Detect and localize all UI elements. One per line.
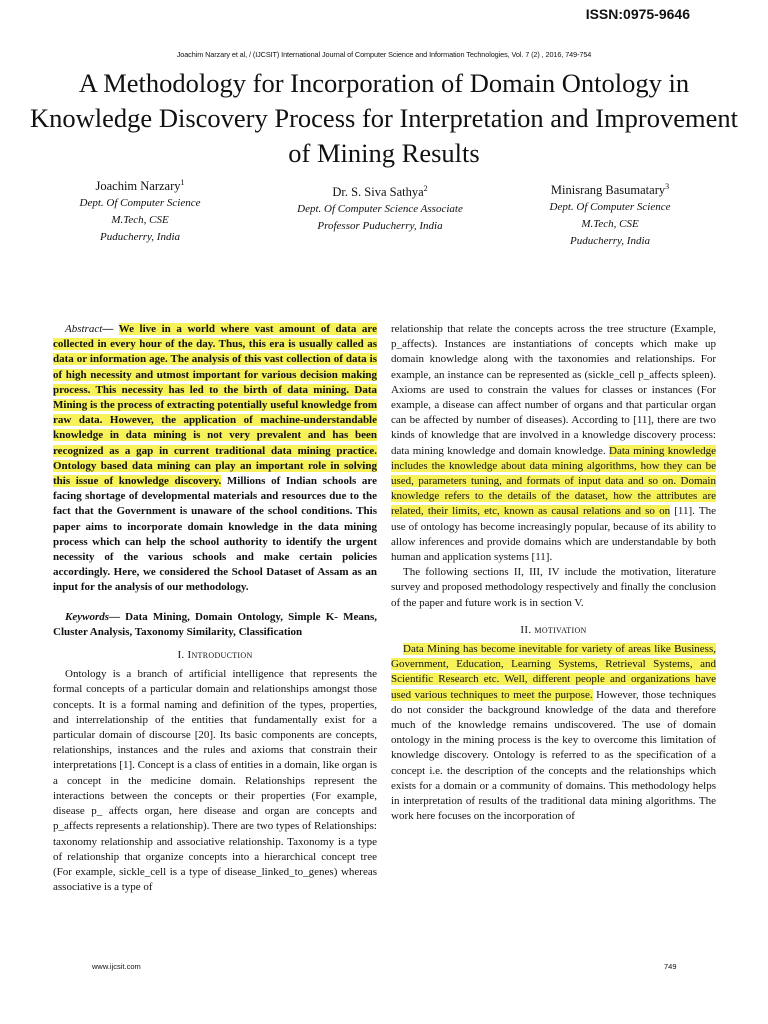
author-affil-line: M.Tech, CSE <box>581 218 639 231</box>
abstract-lead: Abstract <box>65 323 103 335</box>
keywords-lead: Keywords <box>65 610 109 623</box>
author-2 <box>260 180 500 235</box>
author-affil-line: Dept. Of Computer Science <box>79 197 201 210</box>
left-column <box>53 322 377 895</box>
author-affil-line: Professor Puducherry, India <box>317 220 443 233</box>
author-affil-line: Puducherry, India <box>569 235 651 248</box>
author-affil-line: Dept. Of Computer Science <box>549 201 671 214</box>
abstract <box>53 322 377 596</box>
author-affil-line: Puducherry, India <box>99 231 181 244</box>
author-3 <box>510 178 710 250</box>
abstract-highlighted: We live in a world where vast amount of data are collected in every hour of the day. Thus, this era is usually called as data or information age. The analysis of this vast collection of data is of high necessity and utmost important for various decision making process. This necessity has led to the birth of data mining. Data Mining is the process of extracting potentially useful knowledge from raw data. However, the application of machine-understandable knowledge in data mining is not very prevalent and has been recognized as a gap in current traditional data mining practice. Ontology based data mining can play an important role in solving this issue of knowledge discovery. <box>53 323 377 488</box>
keywords <box>53 610 377 640</box>
page-number: 749 <box>664 962 677 971</box>
section-heading-motivation: II. motivation <box>520 623 587 636</box>
author-name: Minisrang Basumatary <box>550 183 666 198</box>
paragraph-text: However, those techniques do not consider the background knowledge of the data and therefore much of the knowledge remains undiscovered. The use of domain ontology in the mining process is the key to overcome this limitation of knowledge discovery. Ontology is referred to as the specification of a concept i.e. the description of the concepts and the relationships which exists for a domain or a community of domains. This methodology helps in interpretation of results of the traditional data mining algorithms. The work here focuses on the incorporation of <box>391 688 716 823</box>
introduction-paragraph: Ontology is a branch of artificial intelligence that represents the formal concepts of a particular domain and relationships amongst those concepts. It is a formal naming and definition of the types, properties, and interrelationship of the entities that fundamentally exist for a particular domain of discourse [20]. Its basic components are concepts, relationships, instances and the rules and axioms that constrain their interpretations [1]. Concept is a class of entities in a domain, like organ is a concept in the medicine domain. Relationships represent the interactions between the concepts or their properties (For example, disease p_ affects organ, here disease and organ are concepts and p_affects represents a relationship). There are two types of Relationships: taxonomy relationship and associative relationship. Taxonomy is a type of relationship that organize concepts into a hierarchical concept tree (For example, sickle_cell is a type of disease_linked_to_genes) whereas associative is a type of <box>53 668 377 894</box>
author-name: Dr. S. Siva Sathya <box>332 185 424 200</box>
author-affil-line: M.Tech, CSE <box>111 214 169 227</box>
footer-url[interactable]: www.ijcsit.com <box>92 962 141 971</box>
paragraph-text: relationship that relate the concepts across the tree structure (Example, p_affects). Instances are instantiations of concepts which make up domain knowledge along with the taxonomies and relationships. For example, an instance can be represented as (sickle_cell p_affects spleen). Axioms are used to constrain the values for classes or instances (For example, a disease can affect number of organs and that particular organ can be affected by number of diseases). According to [11], there are two kinds of knowledge that are involved in a knowledge discovery process: data mining knowledge and domain knowledge. <box>391 323 716 457</box>
author-1 <box>40 174 240 246</box>
body-paragraph: The following sections II, III, IV include the motivation, literature survey and proposed methodology respectively and finally the conclusion of the paper and future work is in section V. <box>391 566 716 609</box>
author-sup: 1 <box>180 178 185 187</box>
body-paragraph <box>391 322 716 565</box>
issn-label: ISSN:0975-9646 <box>585 6 690 22</box>
section-heading-introduction: I. Introduction <box>177 649 253 662</box>
paragraph-text: [11]. The use of ontology has become increasingly popular, because of its ability to allow inferences and provide domains which are understandable by both human and application systems [11]. <box>391 505 716 564</box>
author-sup: 3 <box>665 182 670 191</box>
author-name: Joachim Narzary <box>95 179 181 194</box>
motivation-paragraph <box>391 642 716 824</box>
author-affil-line: Dept. Of Computer Science Associate <box>297 203 463 216</box>
keywords-text: — Data Mining, Domain Ontology, Simple K- Means, Cluster Analysis, Taxonomy Similarity, Classification <box>53 610 377 638</box>
highlighted-text: Data Mining has become inevitable for variety of areas like Business, Government, Education, Learning Systems, Retrieval Systems, and Scientific Research etc. Well, different people and organizations have used various techniques to meet the purpose. <box>391 643 716 701</box>
paper-title: A Methodology for Incorporation of Domain Ontology in Knowledge Discovery Process for Interpretation and Improvement of Mining Results <box>30 68 738 168</box>
journal-citation: Joachim Narzary et al, / (IJCSIT) International Journal of Computer Science and Information Technologies, Vol. 7 (2) , 2016, 749-754 <box>176 50 592 59</box>
author-sup: 2 <box>423 184 428 193</box>
abstract-rest: Millions of Indian schools are facing shortage of developmental materials and resources due to the fact that the Government is unaware of the school conditions. This paper aims to incorporate domain knowledge in the data mining process which can help the school authority to identify the urgent necessity of the various schools and make certain policies accordingly. Here, we considered the School Dataset of Assam as an input for the analysis of our methodology. <box>53 475 377 594</box>
abstract-dash: — <box>102 323 119 335</box>
highlighted-text: Data mining knowledge includes the knowledge about data mining algorithms, how they can be used, parameters tuning, and formats of input data and so on. Domain knowledge refers to the details of the dataset, how the attributes are related, their limits, etc, known as causal relations and so on <box>391 444 716 518</box>
right-column <box>391 322 716 825</box>
